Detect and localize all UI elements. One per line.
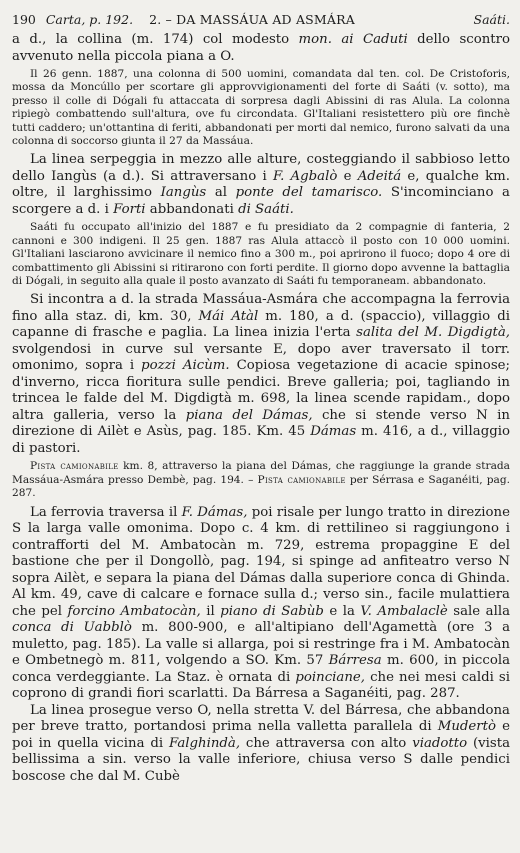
map-reference: Carta, p. 192. bbox=[45, 12, 134, 27]
note-paragraph: Pista camionabile km. 8, attraverso la piana del Dámas, che raggiunge la grande strada Massáua-Asmára presso Dembè, pag. 194. – Pista camionabile per Sérrasa e Saganéiti, pag. 287. bbox=[12, 460, 510, 500]
body-text bbox=[12, 32, 510, 785]
body-paragraph: a d., la collina (m. 174) col modesto mon. ai Caduti dello scontro avvenuto nella piccola piana a O. bbox=[12, 32, 510, 64]
section-marker: Saáti. bbox=[473, 12, 510, 27]
body-paragraph: Si incontra a d. la strada Massáua-Asmára che accompagna la ferrovia fino alla staz. di, km. 30, Mái Atàl m. 180, a d. (spaccio), villaggio di capanne di frasche e paglia. La linea inizia l'erta salita del M. Digdigtà, svolgendosi in curve sul versante E, dopo aver traversato il torr. omonimo, sopra i pozzi Aicùm. Copiosa vegetazione di acacie spinose; d'inverno, ricca fioritura sulle pendici. Breve galleria; poi, tagliando in trincea le falde del M. Digdigtà m. 698, la linea scende rapidam., dopo altra galleria, verso la piana del Dámas, che si stende verso N in direzione di Ailèt e Asùs, pag. 185. Km. 45 Dámas m. 416, a d., villaggio di pastori. bbox=[12, 292, 510, 456]
running-header bbox=[12, 12, 510, 32]
chapter-title: 2. – DA MASSÁUA AD ASMÁRA bbox=[149, 12, 355, 27]
body-paragraph: La linea serpeggia in mezzo alle alture, costeggiando il sabbioso letto dello Iangùs (a d.). Si attraversano i F. Agbalò e Adeitá e, qualche km. oltre, il larghissimo Iangùs al ponte del tamarisco. S'incominciano a scorgere a d. i Forti abbandonati di Saáti. bbox=[12, 152, 510, 217]
body-paragraph: La ferrovia traversa il F. Dámas, poi risale per lungo tratto in direzione S la larga valle omonima. Dopo c. 4 km. di rettilineo si raggiungono i contrafforti del M. Ambatocàn m. 729, estrema propaggine E del bastione che per il Dongollò, pag. 194, si spinge ad anfiteatro verso N sopra Ailèt, e separa la piana del Dámas dalla superiore conca di Ghinda. Al km. 49, cave di calcare e fornace sulla d.; verso sin., facile mulattiera che pel forcino Ambatocàn, il piano di Sabùb e la V. Ambalaclè sale alla conca di Uabblò m. 800-900, e all'altipiano dell'Agamettà (ore 3 a muletto, pag. 185). La valle si allarga, poi si restringe fra i M. Ambatocàn e Ombetnegò m. 811, volgendo a SO. Km. 57 Bárresa m. 600, in piccola conca verdeggiante. La Staz. è ornata di poinciane, che nei mesi caldi si coprono di grandi fiori scarlatti. Da Bárresa a Saganéiti, pag. 287. bbox=[12, 504, 511, 702]
note-paragraph: Saáti fu occupato all'inizio del 1887 e fu presidiato da 2 compagnie di fanteria, 2 cannoni e 300 indigeni. Il 25 gen. 1887 ras Alula attaccò il posto con 10 000 uomini. Gl'Italiani lasciarono avvicinare il nemico fino a 300 m., poi aprirono il fuoco; dopo 4 ore di combattimento gli Abissini si ritirarono con forti perdite. Il giorno dopo avvenne la battaglia di Dógali, in seguito alla quale il posto avanzato di Saáti fu temporaneam. abbandonato. bbox=[12, 221, 510, 288]
note-paragraph: Il 26 genn. 1887, una colonna di 500 uomini, comandata dal ten. col. De Cristoforis, mossa da Moncúllo per scortare gli approvvigionamenti del forte di Saáti (v. sotto), ma presso il colle di Dógali fu attaccata di sorpresa dagli Abissini di ras Alula. La colonna ripiegò combattendo sull'altura, ove fu circondata. Gl'Italiani resistettero più ore finchè tutti caddero; un'ottantina di feriti, abbandonati per morti dal nemico, furono salvati da una colonna di soccorso giunta il 27 da Massáua. bbox=[12, 68, 510, 148]
body-paragraph: La linea prosegue verso O, nella stretta V. del Bárresa, che abbandona per breve tratto, portandosi prima nella valletta parallela di Mudertò e poi in quella vicina di Falghindà, che attraversa con alto viadotto (vista bellissima a sin. verso la valle inferiore, chiusa verso S dalle pendici boscose che dal M. Cubè bbox=[12, 702, 511, 784]
page-number: 190 bbox=[12, 12, 36, 27]
